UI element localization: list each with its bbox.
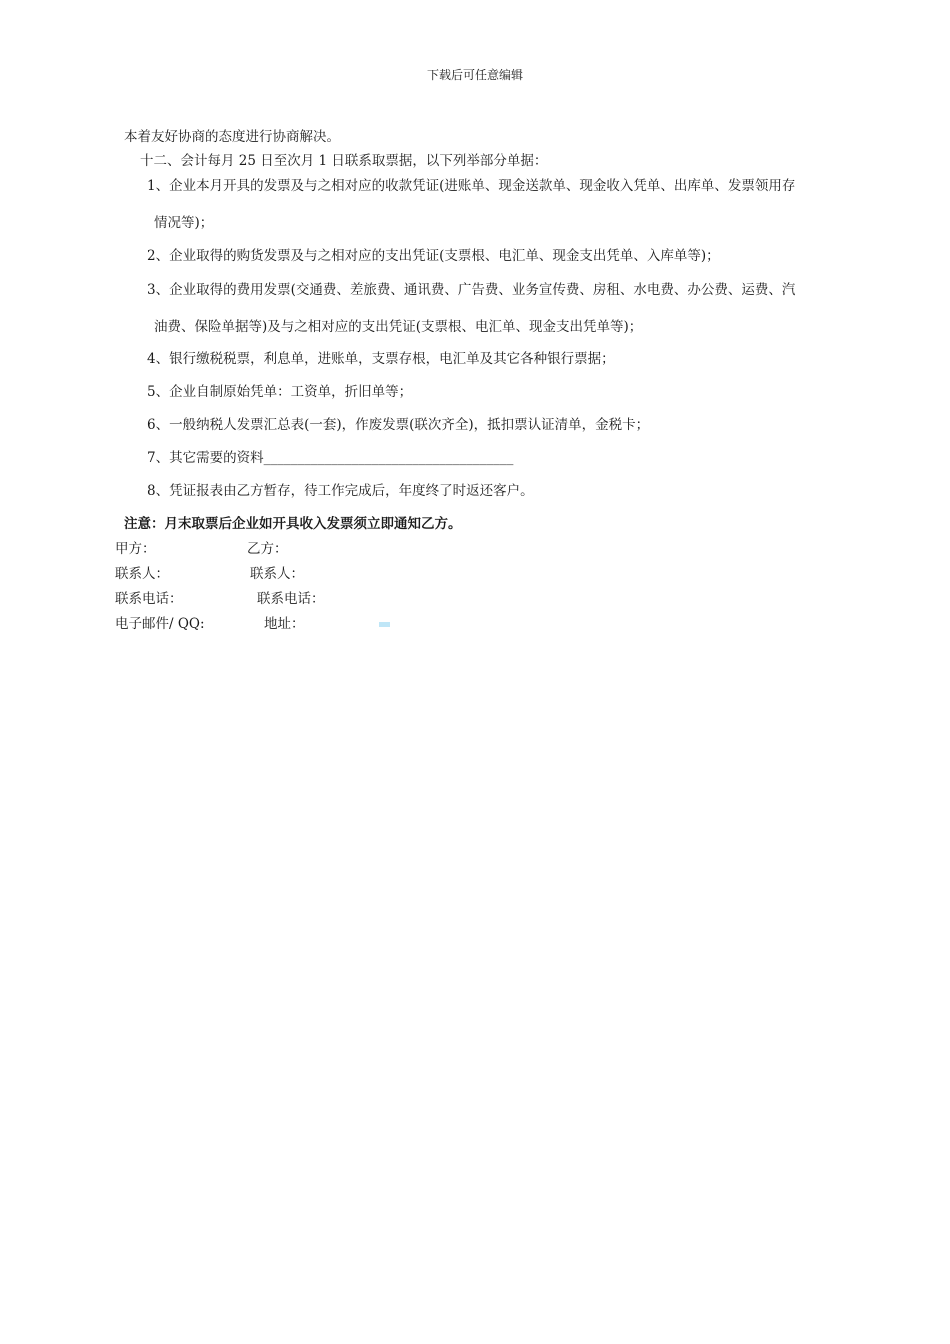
notice-text: 注意：月末取票后企业如开具收入发票须立即通知乙方。	[124, 516, 462, 532]
list-item-1-continued: 情况等)；	[154, 215, 214, 231]
list-item-8: 8、凭证报表由乙方暂存，待工作完成后，年度终了时返还客户。	[147, 483, 534, 499]
list-item-6: 6、一般纳税人发票汇总表(一套)，作废发票(联次齐全)，抵扣票认证清单，金税卡；	[147, 417, 650, 433]
section-title: 十二、会计每月 25 日至次月 1 日联系取票据，以下列举部分单据：	[140, 153, 548, 169]
contact-a-label: 联系人：	[115, 566, 169, 582]
intro-paragraph: 本着友好协商的态度进行协商解决。	[124, 129, 340, 145]
phone-a-label: 联系电话：	[115, 591, 183, 607]
email-a-label: 电子邮件/ QQ:	[115, 616, 205, 632]
list-item-3: 3、企业取得的费用发票(交通费、差旅费、通讯费、广告费、业务宣传费、房租、水电费、办公费、运费、汽	[147, 282, 796, 298]
contact-b-label: 联系人：	[250, 566, 304, 582]
party-b-label: 乙方：	[247, 541, 288, 557]
list-item-5: 5、企业自制原始凭单：工资单，折旧单等；	[147, 384, 413, 400]
list-item-3-continued: 油费、保险单据等)及与之相对应的支出凭证(支票根、电汇单、现金支出凭单等)；	[154, 319, 643, 335]
list-item-2: 2、企业取得的购货发票及与之相对应的支出凭证(支票根、电汇单、现金支出凭单、入库单等)；	[147, 248, 720, 264]
phone-b-label: 联系电话：	[257, 591, 325, 607]
list-item-7: 7、其它需要的资料_____________________________________	[147, 450, 514, 466]
page-header: 下载后可任意编辑	[426, 68, 523, 82]
list-item-4: 4、银行缴税税票，利息单，进账单，支票存根，电汇单及其它各种银行票据；	[147, 351, 615, 367]
party-a-label: 甲方：	[115, 541, 156, 557]
list-item-1: 1、企业本月开具的发票及与之相对应的收款凭证(进账单、现金送款单、现金收入凭单、出库单、发票领用存	[147, 178, 796, 194]
address-b-label: 地址：	[264, 616, 305, 632]
highlight-marker	[379, 622, 390, 627]
